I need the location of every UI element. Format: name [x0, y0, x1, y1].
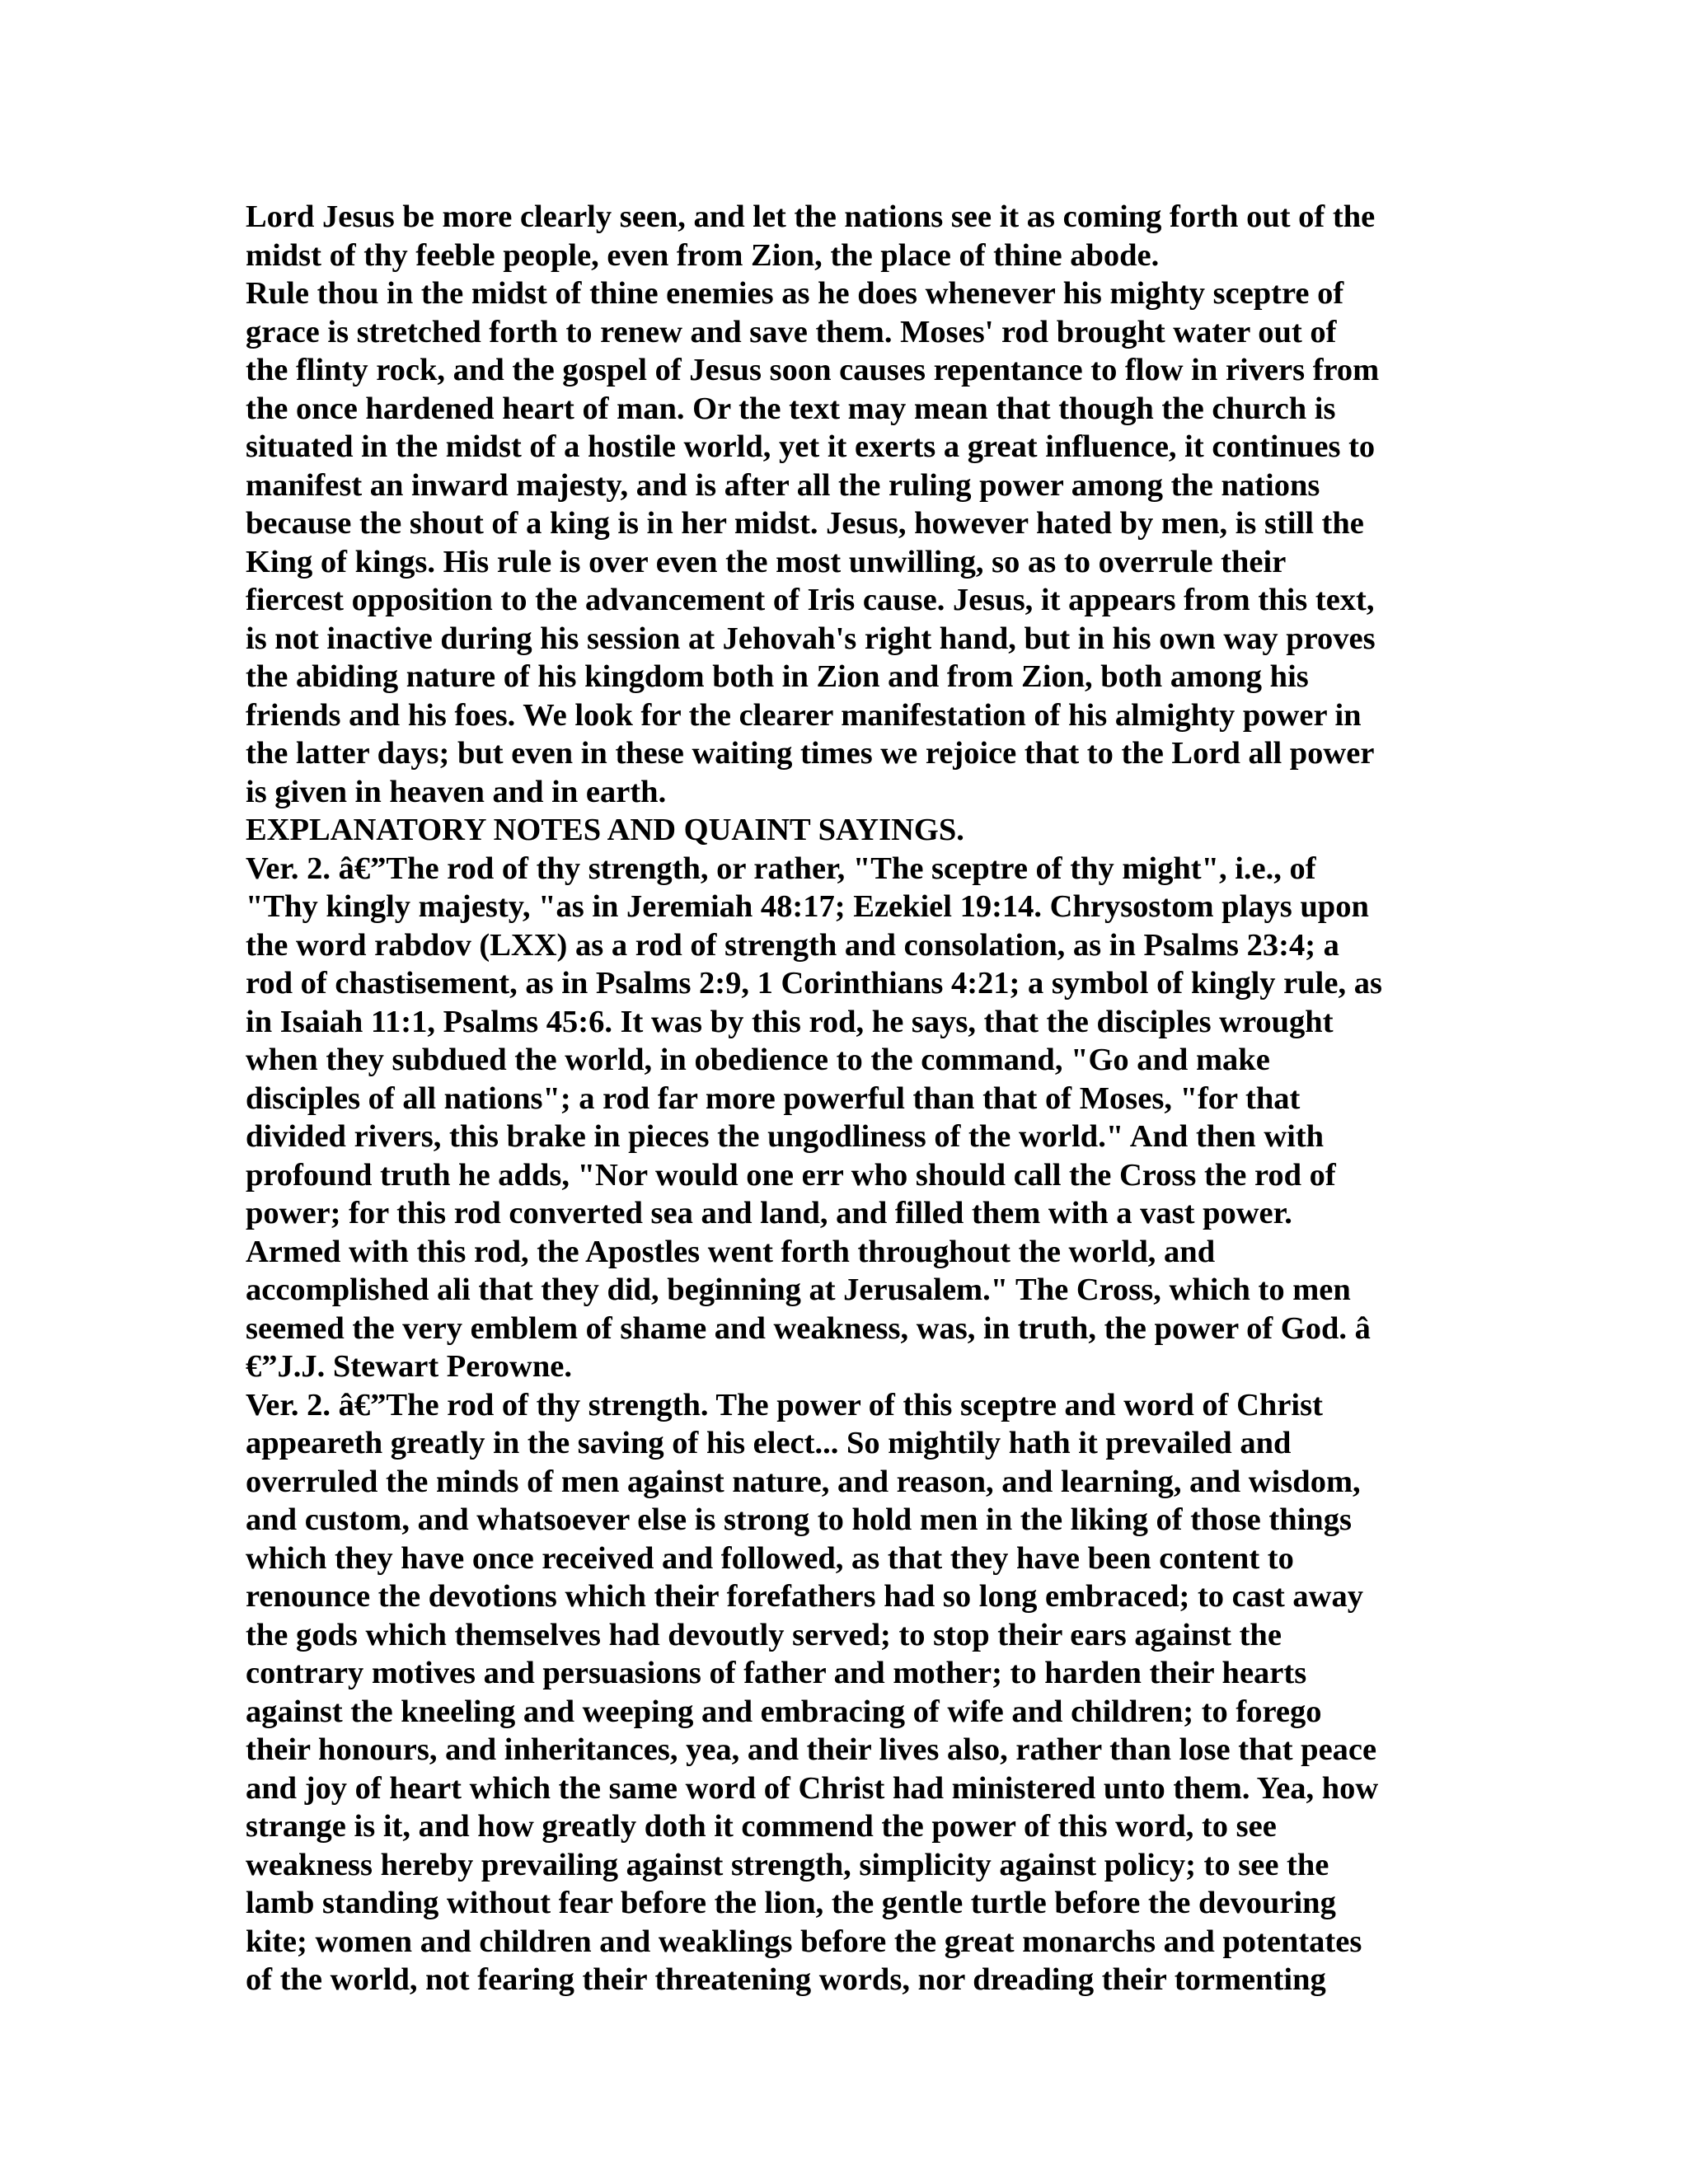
text-line: seemed the very emblem of shame and weakness, was, in truth, the power of God. â	[246, 1310, 1371, 1346]
text-line: appeareth greatly in the saving of his elect... So mightily hath it prevailed and	[246, 1426, 1292, 1460]
text-line: €”J.J. Stewart Perowne.	[246, 1349, 572, 1384]
text-line: King of kings. His rule is over even the most unwilling, so as to overrule their	[246, 544, 1287, 579]
text-line: profound truth he adds, "Nor would one err who should call the Cross the rod of	[246, 1157, 1336, 1193]
text-line: which they have once received and followed, as that they have been content to	[246, 1540, 1294, 1576]
text-line: renounce the devotions which their forefathers had so long embraced; to cast away	[246, 1579, 1363, 1614]
text-line: rod of chastisement, as in Psalms 2:9, 1 Corinthians 4:21; a symbol of kingly rule, as	[246, 966, 1382, 1001]
text-line: is given in heaven and in earth.	[246, 774, 667, 809]
text-line: Rule thou in the midst of thine enemies as he does whenever his mighty sceptre of	[246, 276, 1344, 311]
text-line: divided rivers, this brake in pieces the ungodliness of the world." And then with	[246, 1119, 1325, 1154]
text-line: in Isaiah 11:1, Psalms 45:6. It was by this rod, he says, that the disciples wrought	[246, 1004, 1334, 1039]
text-line: strange is it, and how greatly doth it commend the power of this word, to see	[246, 1809, 1277, 1844]
text-line: against the kneeling and weeping and embracing of wife and children; to forego	[246, 1694, 1322, 1729]
text-line: the latter days; but even in these waiting times we rejoice that to the Lord all power	[246, 736, 1375, 771]
text-line: is not inactive during his session at Jehovah's right hand, but in his own way proves	[246, 621, 1376, 656]
text-line: the word rabdov (LXX) as a rod of strength and consolation, as in Psalms 23:4; a	[246, 927, 1339, 963]
text-line: Lord Jesus be more clearly seen, and let the nations see it as coming forth out of the	[246, 199, 1376, 234]
body-text	[246, 198, 1457, 1999]
text-line: and custom, and whatsoever else is strong to hold men in the liking of those things	[246, 1502, 1352, 1537]
text-line: the abiding nature of his kingdom both in Zion and from Zion, both among his	[246, 659, 1309, 694]
section-heading: EXPLANATORY NOTES AND QUAINT SAYINGS.	[246, 813, 964, 847]
text-line: when they subdued the world, in obedience to the command, "Go and make	[246, 1043, 1270, 1077]
text-line: of the world, not fearing their threatening words, nor dreading their tormenting	[246, 1962, 1326, 1997]
text-line: accomplished ali that they did, beginning at Jerusalem." The Cross, which to men	[246, 1272, 1351, 1307]
text-line: the flinty rock, and the gospel of Jesus soon causes repentance to flow in rivers from	[246, 353, 1380, 387]
text-line: the gods which themselves had devoutly served; to stop their ears against the	[246, 1617, 1282, 1652]
text-line: "Thy kingly majesty, "as in Jeremiah 48:17; Ezekiel 19:14. Chrysostom plays upon	[246, 889, 1369, 924]
text-line: and joy of heart which the same word of Christ had ministered unto them. Yea, how	[246, 1770, 1379, 1806]
text-line: weakness hereby prevailing against strength, simplicity against policy; to see the	[246, 1847, 1329, 1882]
text-line: because the shout of a king is in her midst. Jesus, however hated by men, is still the	[246, 506, 1364, 541]
text-line: disciples of all nations"; a rod far more powerful than that of Moses, "for that	[246, 1080, 1301, 1116]
text-line: Ver. 2. â€”The rod of thy strength. The power of this sceptre and word of Christ	[246, 1387, 1323, 1422]
text-line: Ver. 2. â€”The rod of thy strength, or rather, "The sceptre of thy might", i.e., of	[246, 851, 1316, 886]
text-line: midst of thy feeble people, even from Zion, the place of thine abode.	[246, 237, 1160, 273]
text-line: their honours, and inheritances, yea, and their lives also, rather than lose that peace	[246, 1732, 1377, 1767]
text-line: overruled the minds of men against nature, and reason, and learning, and wisdom,	[246, 1464, 1361, 1499]
text-line: fiercest opposition to the advancement of Iris cause. Jesus, it appears from this text,	[246, 583, 1375, 617]
text-line: grace is stretched forth to renew and save them. Moses' rod brought water out of	[246, 314, 1337, 349]
text-line: contrary motives and persuasions of father and mother; to harden their hearts	[246, 1656, 1307, 1690]
text-line: the once hardened heart of man. Or the text may mean that though the church is	[246, 391, 1336, 426]
text-line: friends and his foes. We look for the clearer manifestation of his almighty power in	[246, 697, 1362, 733]
text-line: power; for this rod converted sea and land, and filled them with a vast power.	[246, 1196, 1292, 1230]
text-line: situated in the midst of a hostile world, yet it exerts a great influence, it continues to	[246, 429, 1376, 464]
text-line: lamb standing without fear before the lion, the gentle turtle before the devouring	[246, 1886, 1336, 1920]
text-line: kite; women and children and weaklings before the great monarchs and potentates	[246, 1924, 1362, 1959]
text-line: Armed with this rod, the Apostles went forth throughout the world, and	[246, 1234, 1216, 1269]
text-line: manifest an inward majesty, and is after all the ruling power among the nations	[246, 467, 1320, 503]
